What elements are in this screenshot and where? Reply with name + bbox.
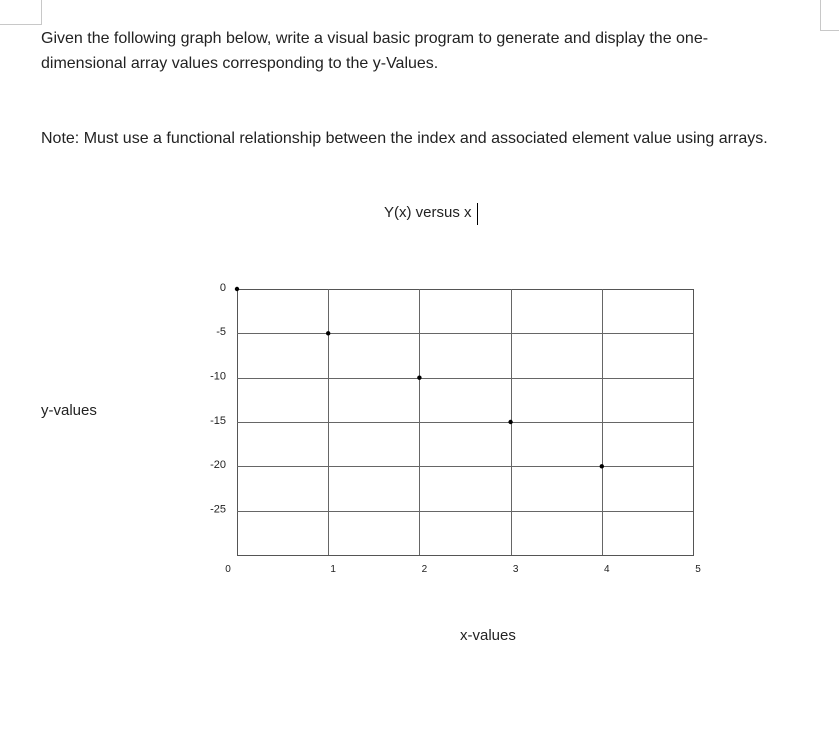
x-axis-label: x-values (460, 627, 516, 644)
x-tick-label: 1 (330, 564, 336, 575)
data-point (508, 420, 512, 424)
question-line-2: dimensional array values corresponding to the y-Values. (41, 55, 439, 72)
data-point (235, 287, 239, 291)
x-tick-label: 0 (225, 564, 231, 575)
data-point (600, 464, 604, 468)
y-tick-label: -5 (216, 326, 226, 339)
note-paragraph: Note: Must use a functional relationship between the index and associated element value using arrays. (41, 130, 768, 147)
data-point (417, 375, 421, 379)
y-tick-label: -20 (210, 459, 226, 472)
y-tick-label: -15 (210, 414, 226, 427)
y-tick-label: -25 (210, 503, 226, 516)
x-tick-label: 2 (421, 564, 428, 575)
y-tick-label: -10 (210, 370, 226, 383)
data-point (326, 331, 330, 335)
x-tick-label: 5 (695, 564, 701, 575)
chart-title[interactable]: Y(x) versus x (384, 204, 472, 221)
y-tick-label: 0 (219, 281, 226, 294)
question-line-1: Given the following graph below, write a visual basic program to generate and display the one- (41, 30, 709, 47)
x-tick-label: 3 (512, 564, 519, 575)
y-axis-label: y-values (41, 402, 97, 419)
x-tick-label: 4 (604, 564, 610, 575)
